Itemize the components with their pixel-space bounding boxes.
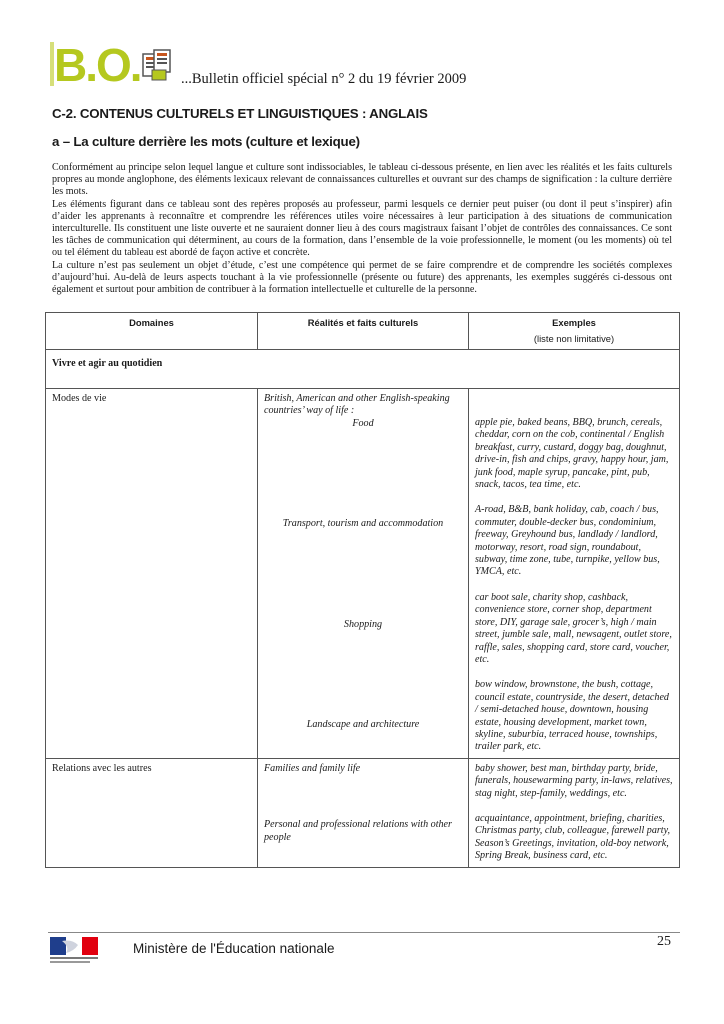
realite-intro: British, American and other English-speaking countries’ way of life :: [264, 393, 450, 417]
header-realites: Réalités et faits culturels: [258, 313, 469, 350]
realite-item: Transport, tourism and accommodation: [282, 518, 444, 530]
realite-item: Food: [352, 417, 374, 429]
intro-paragraph: Conformément au principe selon lequel langue et culture sont indissociables, le tableau ci-dessous présente, en lien avec les réalités et les faits culturels propres au monde anglophone, des éléments lexicaux relevant de connaissances culturelles et ouvrant sur des champs de signification : la culture derrière les mots.: [52, 162, 672, 198]
example-list: apple pie, baked beans, BBQ, brunch, cereals, cheddar, corn on the cob, continental / English breakfast, curry, custard, doggy bag, doughnut, drive-in, fish and chips, gravy, happy hour, jam, junk food, maple syrup, pancake, pint, pub, snack, tacos, tea time, etc.: [475, 417, 669, 491]
ministry-name: Ministère de l'Éducation nationale: [133, 941, 335, 956]
header-exemples: [469, 313, 680, 350]
sub-title: a – La culture derrière les mots (culture et lexique): [52, 134, 360, 149]
culture-table: [45, 312, 680, 868]
intro-paragraph: Les éléments figurant dans ce tableau sont des repères proposés au professeur, parmi lesquels ce dernier peut puiser (ou dont il peut s’inspirer) afin d’aider les apprenants à reconnaître et comprendre les références utiles voire nécessaires à leur participation à des situations de communication interculturelle. Ils constituent une liste ouverte et ne sauraient donner lieu à des cours magistraux faisant l’objet de contrôles des connaissances. Ce sont les tâches de communication qui déterminent, au cours de la formation, dans l’ensemble de la voie professionnelle, le moment (ou les moments) où tel ou tel élément du tableau est abordé de façon active et concrète.: [52, 198, 672, 259]
intro-text: [52, 162, 672, 296]
intro-paragraph: La culture n’est pas seulement un objet d’étude, c’est une compétence qui permet de se faire comprendre et de comprendre les sociétés complexes d’aujourd’hui. Au-delà de leurs aspects touchant à la vie professionnelle (présente ou future) des apprenants, les exemples suggérés ci-dessous ont également et surtout pour ambition de contribuer à la formation intellectuelle et culturelle de la personne.: [52, 259, 672, 296]
page-number: 25: [657, 934, 671, 949]
realites-cell: [258, 389, 469, 759]
realite-item: Shopping: [343, 618, 383, 630]
domain-cell: Relations avec les autres: [46, 758, 258, 867]
example-list: car boot sale, charity shop, cashback, convenience store, corner shop, department store, DIY, garage sale, grocer’s, high / main street, jumble sale, mall, newsagent, outlet store, raffle, sales, shopping card, store card, voucher, etc.: [475, 591, 672, 665]
footer-divider: [48, 932, 680, 933]
example-list: baby shower, best man, birthday party, bride, funerals, housewarming party, in-laws, relatives, stag night, step-family, weddings, etc.: [475, 762, 673, 799]
realite-item: Landscape and architecture: [306, 719, 420, 731]
example-list: A-road, B&B, bank holiday, cab, coach / bus, commuter, double-decker bus, condominium, freeway, Greyhound bus, landlady / landlord, motorway, resort, road sign, roundabout, subway, time zone, tube, turnpike, yellow bus, YMCA, etc.: [475, 504, 660, 578]
realites-cell: [258, 758, 469, 867]
realite-item: Families and family life: [264, 762, 361, 774]
header-exemples-label: Exemples: [552, 317, 596, 328]
table-row: [46, 758, 680, 867]
example-list: acquaintance, appointment, briefing, charities, Christmas party, club, colleague, farewell party, Season’s Greetings, invitation, old-boy network, Spring Break, business card, etc.: [475, 812, 671, 862]
header-domaines: Domaines: [46, 313, 258, 350]
bulletin-title: ...Bulletin officiel spécial n° 2 du 19 février 2009: [181, 71, 467, 87]
marianne-logo: [50, 937, 98, 965]
logo-text: B.O.: [54, 39, 141, 91]
examples-cell: [469, 758, 680, 867]
examples-cell: [469, 389, 680, 759]
domain-cell: Modes de vie: [46, 389, 258, 759]
section-title: C-2. CONTENUS CULTURELS ET LINGUISTIQUES : ANGLAIS: [52, 106, 428, 121]
bo-logo: [50, 39, 180, 91]
table-row: [46, 389, 680, 759]
realite-item: Personal and professional relations with other people: [264, 819, 452, 843]
header-exemples-sub: (liste non limitative): [533, 333, 615, 345]
example-list: bow window, brownstone, the bush, cottage, council estate, countryside, the desert, detached / semi-detached house, downtown, housing estate, housing development, market town, skyline, suburbia, terraced house, townships, trailer park, etc.: [475, 679, 669, 753]
table-header-row: [46, 313, 680, 350]
document-icon: [142, 48, 172, 82]
section-row: [46, 350, 680, 389]
section-label: Vivre et agir au quotidien: [46, 350, 680, 389]
